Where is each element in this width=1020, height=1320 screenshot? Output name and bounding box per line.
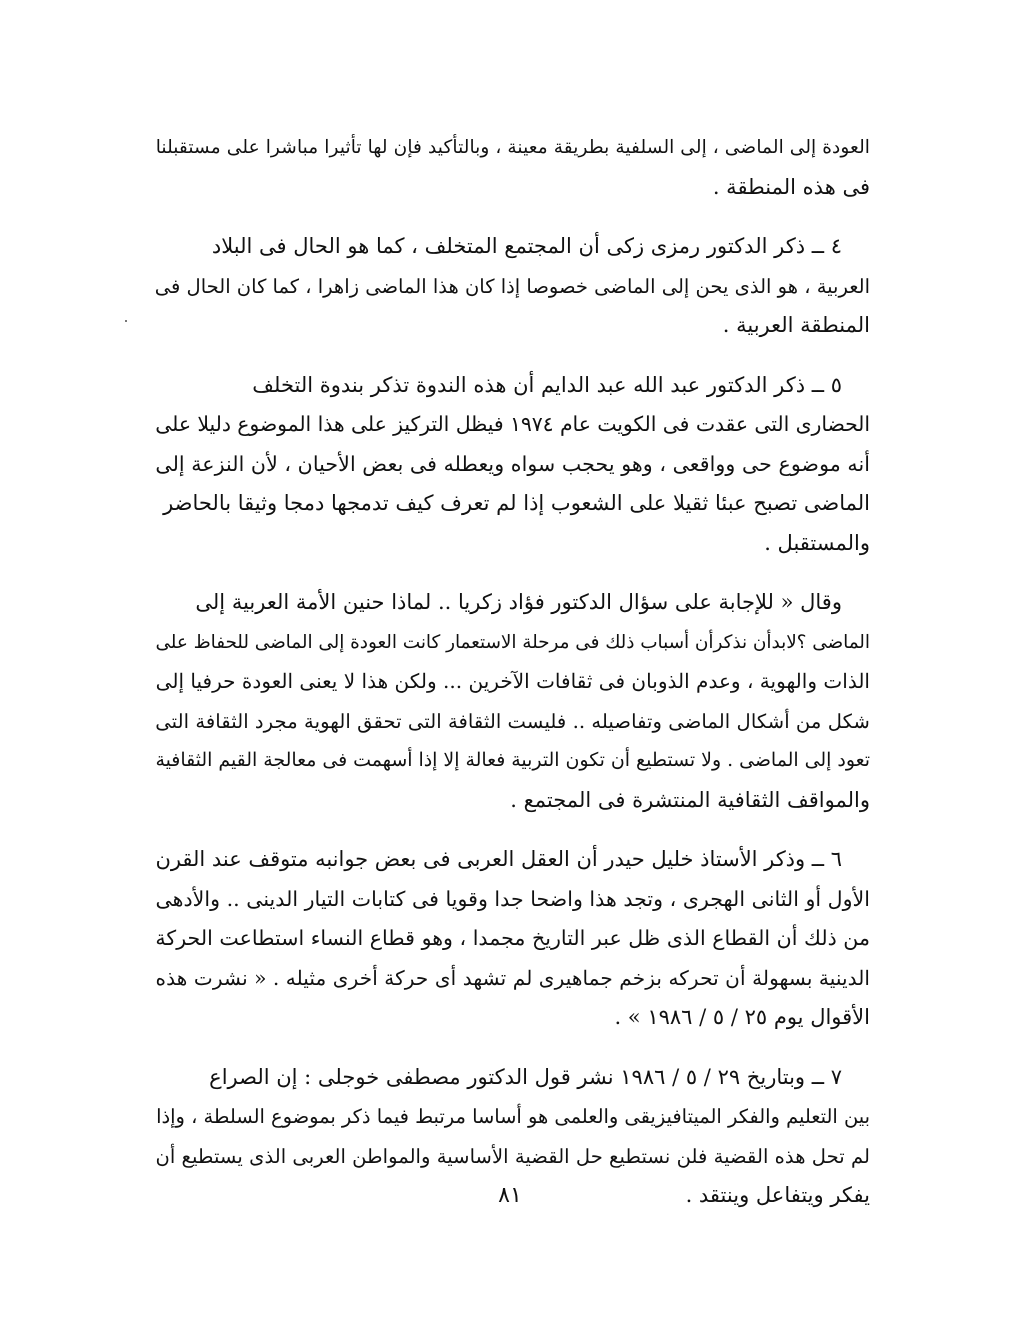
- text-line: ٦ ــ وذكر الأستاذ خليل حيدر أن العقل العربى فى بعض جوانبه متوقف عند القرن: [155, 847, 842, 871]
- text-line: ٧ ــ وبتاريخ ٢٩ / ٥ / ١٩٨٦ نشر قول الدكتور مصطفى خوجلى : إن الصراع: [209, 1064, 842, 1089]
- text-line: والمستقبل .: [764, 530, 870, 555]
- text-line: لم تحل هذه القضية فلن نستطيع حل القضية الأساسية والمواطن العربى الذى يستطيع أن: [155, 1144, 870, 1168]
- scan-speck: [125, 320, 127, 322]
- text-line: الماضى ؟لابدأن نذكرأن أسباب ذلك فى مرحلة الاستعمار كانت العودة إلى الماضى للحفاظ على: [155, 631, 870, 653]
- text-line: تعود إلى الماضى . ولا تستطيع أن تكون التربية فعالة إلا إذا أسهمت فى معالجة القيم الثقافية: [155, 749, 870, 771]
- text-line: ٥ ــ ذكر الدكتور عبد الله عبد الدايم أن هذه الندوة تذكر بندوة التخلف: [252, 372, 842, 397]
- text-line: بين التعليم والفكر الميتافيزيقى والعلمى هو أساسا مرتبط فيما ذكر بموضوع السلطة ، وإذا: [156, 1105, 870, 1128]
- text-line: المنطقة العربية .: [722, 313, 870, 337]
- paragraph-item-4: [155, 227, 870, 346]
- text-line: من ذلك أن القطاع الذى ظل عبر التاريخ مجمدا ، وهو قطاع النساء استطاعت الحركة: [155, 926, 870, 950]
- text-line: الماضى تصبح عبئا ثقيلا على الشعوب إذا لم تعرف كيف تدمجها دمجا وثيقا بالحاضر: [163, 491, 870, 515]
- text-line: العربية ، هو الذى يحن إلى الماضى خصوصا إذا كان هذا الماضى زاهرا ، كما كان الحال فى: [154, 274, 870, 298]
- paragraph-item-5: [155, 366, 870, 564]
- text-line: الدينية بسهولة أن تحركه بزخم جماهيرى لم تشهد أى حركة أخرى مثيله . « نشرت هذه: [155, 965, 870, 990]
- text-line: فى هذه المنطقة .: [712, 174, 870, 199]
- text-line: ٤ ــ ذكر الدكتور رمزى زكى أن المجتمع المتخلف ، كما هو الحال فى البلاد: [211, 234, 842, 258]
- text-line: الحضارى التى عقدت فى الكويت عام ١٩٧٤ فيظل التركيز على هذا الموضوع دليلا على: [155, 412, 870, 436]
- page-body: [155, 128, 870, 1236]
- paragraph-1: [155, 128, 870, 207]
- text-line: الأول أو الثانى الهجرى ، وتجد هذا واضحا جدا وقويا فى كتابات التيار الدينى .. والأدهى: [155, 886, 870, 911]
- text-line: والمواقف الثقافية المنتشرة فى المجتمع .: [510, 787, 870, 812]
- text-line: أنه موضوع حى وواقعى ، وهو يحجب سواه ويعطله فى بعض الأحيان ، لأن النزعة إلى: [155, 451, 870, 476]
- text-line: وقال « للإجابة على سؤال الدكتور فؤاد زكريا .. لماذا حنين الأمة العربية إلى: [195, 590, 842, 614]
- text-line: الأقوال يوم ٢٥ / ٥ / ١٩٨٦ » .: [614, 1005, 870, 1029]
- page-number: ٨١: [498, 1183, 522, 1208]
- paragraph-item-6: [155, 840, 870, 1038]
- text-line: العودة إلى الماضى ، إلى السلفية بطريقة معينة ، وبالتأكيد فإن لها تأثيرا مباشرا على مستقبلنا: [155, 137, 870, 158]
- text-line: شكل من أشكال الماضى وتفاصيله .. فليست الثقافة التى تحقق الهوية مجرد الثقافة التى: [155, 709, 870, 733]
- text-line: يفكر ويتفاعل وينتقد .: [685, 1183, 870, 1207]
- paragraph-quote: [155, 583, 870, 820]
- text-line: الذات والهوية ، وعدم الذوبان فى ثقافات الآخرين ... ولكن هذا لا يعنى العودة حرفيا إلى: [155, 669, 870, 693]
